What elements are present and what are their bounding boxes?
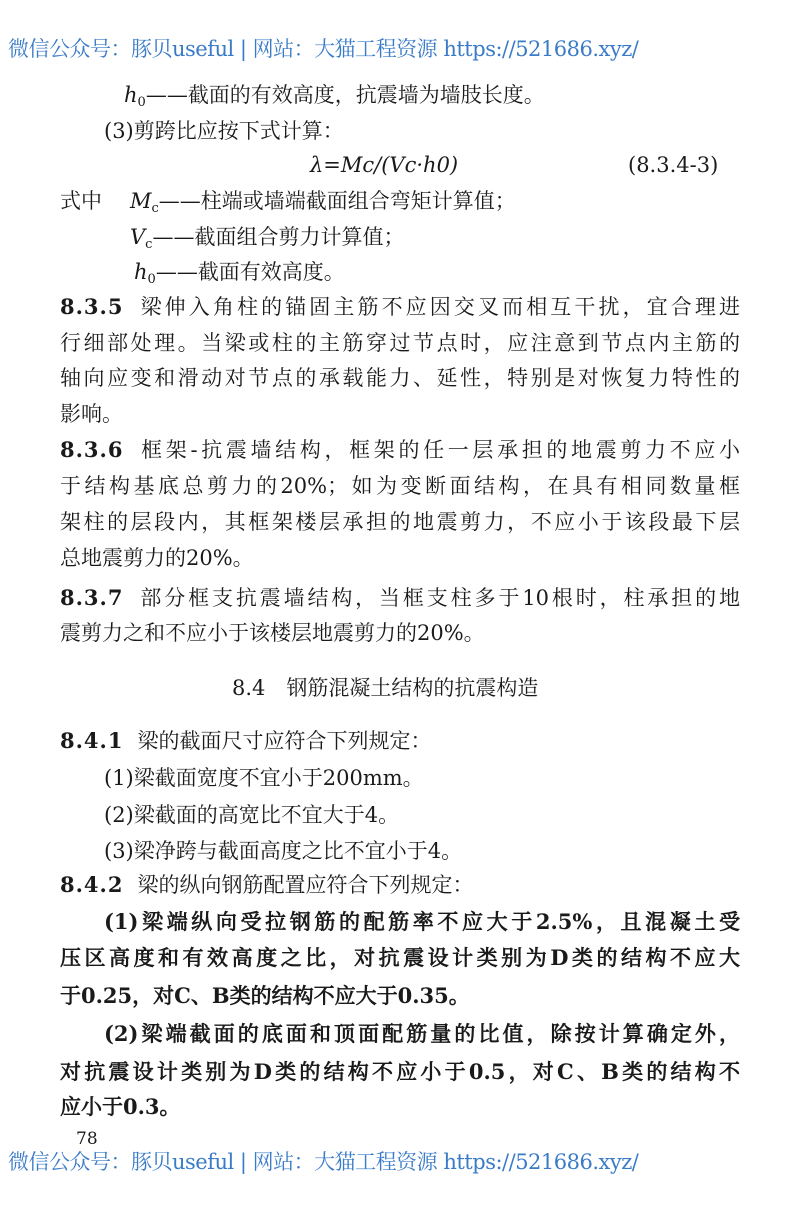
clause-item: (2)梁端截面的底面和顶面配筋量的比值，除按计算确定外， bbox=[104, 1021, 740, 1046]
clause-line: 于结构基底总剪力的20%；如为变断面结构，在具有相同数量框 bbox=[60, 474, 740, 498]
formula-number: (8.3.4-3) bbox=[628, 153, 719, 177]
where-label: 式中 bbox=[60, 189, 102, 213]
h0-definition: $h_0——$截面的有效高度，抗震墙为墙肢长度。 bbox=[124, 83, 545, 110]
vc-definition: $V_c——$截面组合剪力计算值； bbox=[130, 225, 405, 252]
vc-definition-text: ——截面组合剪力计算值； bbox=[152, 225, 405, 249]
clause-line: 对抗震设计类别为D类的结构不应小于0.5，对C、B类的结构不 bbox=[60, 1059, 740, 1084]
clause-item: (1)梁端纵向受拉钢筋的配筋率不应大于2.5%，且混凝土受 bbox=[104, 909, 740, 934]
clause-text: 框架-抗震墙结构，框架的任一层承担的地震剪力不应小 bbox=[137, 438, 740, 462]
clause-number: 8.4.2 bbox=[60, 872, 124, 897]
clause-line: 架柱的层段内，其框架楼层承担的地震剪力，不应小于该段最下层 bbox=[60, 510, 740, 534]
clause-number: 8.3.6 bbox=[60, 437, 124, 462]
watermark-header: 微信公众号：豚贝useful | 网站：大猫工程资源 https://521686.xyz/ bbox=[8, 37, 639, 61]
clause-line: 于0.25，对C、B类的结构不应大于0.35。 bbox=[60, 983, 470, 1008]
clause-text: 部分框支抗震墙结构，当框支柱多于10根时，柱承担的地 bbox=[137, 586, 740, 610]
clause-line: 震剪力之和不应小于该楼层地震剪力的20%。 bbox=[60, 621, 485, 645]
clause-text: 梁的纵向钢筋配置应符合下列规定： bbox=[137, 873, 474, 897]
clause-item: (3)梁净跨与截面高度之比不宜小于4。 bbox=[104, 839, 463, 863]
clause-8-3-6 bbox=[60, 435, 740, 465]
clause-item: (1)梁截面宽度不宜小于200mm。 bbox=[104, 766, 424, 790]
mc-definition-text: ——柱端或墙端截面组合弯矩计算值； bbox=[158, 189, 516, 213]
clause-line: 总地震剪力的20%。 bbox=[60, 546, 254, 570]
clause-8-3-5 bbox=[60, 292, 740, 322]
item-3: (3)剪跨比应按下式计算： bbox=[104, 119, 344, 143]
h0-definition-2: $h_0——$截面有效高度。 bbox=[134, 260, 345, 287]
h0-definition-2-text: ——截面有效高度。 bbox=[155, 260, 345, 284]
clause-8-4-2 bbox=[60, 870, 473, 900]
clause-text: 梁的截面尺寸应符合下列规定： bbox=[137, 729, 432, 753]
clause-line: 压区高度和有效高度之比，对抗震设计类别为D类的结构不应大 bbox=[60, 945, 740, 970]
clause-number: 8.3.7 bbox=[60, 585, 124, 610]
mc-definition: $M_c——$柱端或墙端截面组合弯矩计算值； bbox=[130, 189, 516, 216]
clause-item: (2)梁截面的高宽比不宜大于4。 bbox=[104, 803, 400, 827]
page-number: 78 bbox=[76, 1129, 98, 1149]
clause-number: 8.3.5 bbox=[60, 294, 124, 319]
clause-8-3-7 bbox=[60, 583, 740, 613]
clause-line: 应小于0.3。 bbox=[60, 1094, 181, 1119]
clause-line: 行细部处理。当梁或柱的主筋穿过节点时，应注意到节点内主筋的 bbox=[60, 331, 740, 355]
clause-number: 8.4.1 bbox=[60, 728, 124, 753]
h0-definition-text: ——截面的有效高度，抗震墙为墙肢长度。 bbox=[145, 83, 545, 107]
section-title-8-4: 8.4 钢筋混凝土结构的抗震构造 bbox=[232, 676, 539, 700]
clause-text: 梁伸入角柱的锚固主筋不应因交叉而相互干扰，宜合理进 bbox=[137, 295, 740, 319]
watermark-footer: 微信公众号：豚贝useful | 网站：大猫工程资源 https://521686.xyz/ bbox=[8, 1150, 639, 1174]
h0-symbol: h bbox=[124, 83, 138, 107]
clause-8-4-1 bbox=[60, 726, 431, 756]
clause-line: 影响。 bbox=[60, 402, 123, 426]
formula: λ=Mc/(Vc·h0) bbox=[310, 153, 459, 177]
clause-line: 轴向应变和滑动对节点的承载能力、延性，特别是对恢复力特性的 bbox=[60, 366, 740, 390]
